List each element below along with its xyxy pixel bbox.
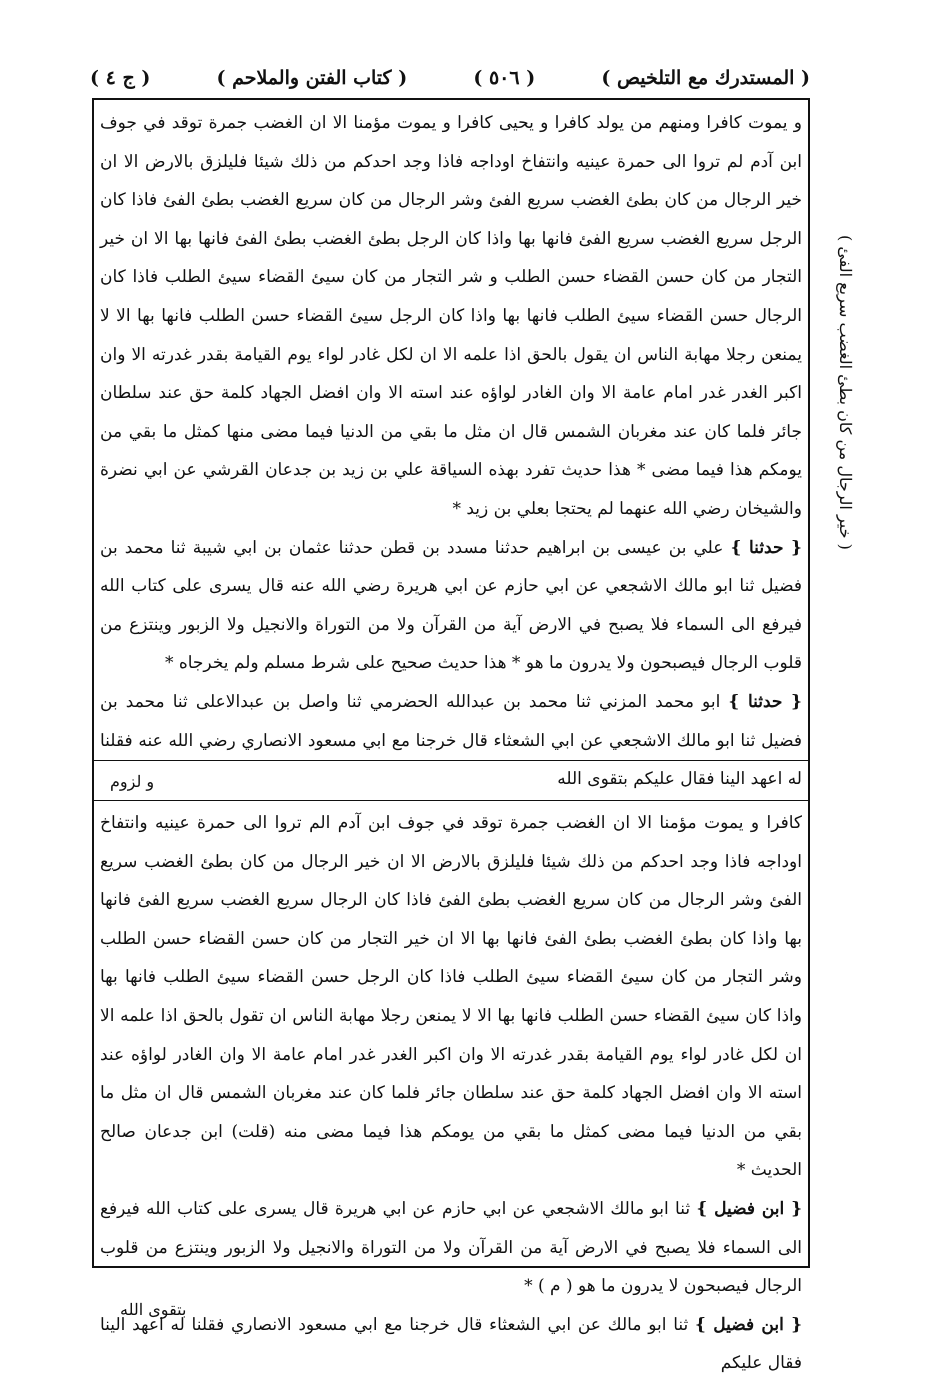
main-paragraph: و يموت كافرا ومنهم من يولد كافرا و يحيى كافرا و يموت مؤمنا الا ان الغضب جمرة توقد في جوف ابن آدم لم تروا الى حمرة عينيه وانتفاخ اوداجه فاذا وجد احدكم من ذلك شيئا فليلزق بالارض الا ان خير الرجال من كان بطئ الغضب سريع الفئ وشر الرجال من كان سريع الغضب بطئ الفئ فاذا كان الرجل سريع الغضب سريع الفئ فانها بها واذا كان الرجل بطئ الغضب بطئ الفئ فانها بها الا ان خير التجار من كان حسن القضاء حسن الطلب و شر التجار من كان سيئ القضاء سيئ الطلب فاذا كان الرجال حسن القضاء سيئ الطلب فانها بها واذا كان الرجل سيئ القضاء حسن الطلب فانها بها الا لا يمنعن رجلا مهابة الناس ان يقول بالحق اذا علمه الا ان لكل غادر لواء يوم القيامة بقدر غدرته الا وان اكبر الغدر غدر امام عامة الا وان الغادر لواؤه عند استه الا وان افضل الجهاد كلمة حق عند سلطان جائر فلما كان عند مغربان الشمس قال ان مثل ما بقي من الدنيا فيما مضى منها كمثل ما بقي من يومكم هذا فيما مضى * هذا حديث تفرد بهذه السياقة علي بن زيد بن جدعان القرشي عن ابي نضرة والشيخان رضي الله عنهما لم يحتجا بعلي بن زيد * [100,113,802,519]
main-paragraph [100,683,802,799]
summary-body: ثنا ابو مالك عن ابي الشعثاء قال خرجنا مع ابي مسعود الانصاري فقلنا له اعهد الينا فقال عليكم [100,1314,802,1374]
summary-paragraph [100,1190,802,1306]
divider [92,800,810,801]
divider [92,760,810,761]
summary-label: { ابن فضيل } [696,1198,803,1219]
hadith-label: { حدثنا } [730,537,802,558]
page-number: ( ٥٠٦ ) [473,67,536,89]
hadith-text: علي بن عيسى بن ابراهيم حدثنا مسدد بن قطن حدثنا عثمان بن ابي شيبة ثنا محمد بن فضيل ثنا ابو مالك الاشجعي عن ابي حازم عن ابي هريرة رضي الله عنه قال يسرى على كتاب الله فيرفع الى السماء فلا يصبح في الارض آية من القرآن ولا من التوراة والانجيل ولا الزبور وينتزع من قلوب الرجال فيصبحون ولا يدرون ما هو * هذا حديث صحيح على شرط مسلم ولم يخرجاه * [100,537,802,674]
volume-number: ( ج ٤ ) [90,67,151,89]
margin-note: ( خير الرجال من كان بطئ الغضب سريع الفئ ) [836,235,855,550]
chapter-title: ( كتاب الفتن والملاحم ) [216,67,408,89]
hadith-label: { حدثنا } [728,691,802,712]
hadith-text: ابو محمد المزني ثنا محمد بن عبدالله الحضرمي ثنا واصل بن عبدالاعلى ثنا محمد بن فضيل ثنا ابو مالك الاشجعي عن ابي الشعثاء قال خرجنا مع ابي مسعود الانصاري رضي الله عنه فقلنا له اعهد الينا فقال عليكم بتقوى الله [100,691,802,790]
page-header [90,58,810,98]
catchword-top: و لزوم [110,772,155,791]
main-paragraph [100,529,802,683]
summary-label: { ابن فضيل } [695,1314,803,1335]
summary-paragraph: كافرا و يموت مؤمنا الا ان الغضب جمرة توقد في جوف ابن آدم الم تروا الى حمرة عينيه وانتفاخ اوداجه فاذا وجد احدكم من ذلك شيئا فليلزق بالارض الا ان خير الرجال من كان بطئ الغضب سريع الفئ وشر الرجال من كان سريع الغضب بطئ الفئ فاذا كان الرجال سريع الغضب سريع الفئ فانها بها واذا كان بطئ الغضب بطئ الفئ فانها بها الا ان خير التجار من كان حسن القضاء حسن الطلب وشر التجار من كان سيئ القضاء سيئ الطلب فاذا كان الرجل حسن القضاء سيئ الطلب فانها بها واذا كان سيئ القضاء حسن الطلب فانها بها الا لا يمنعن رجلا مهابة الناس ان تقول بالحق اذا علمه الا ان لكل غادر لواء يوم القيامة بقدر غدرته الا وان اكبر الغدر غدر امام عامة الا وان الغادر لواؤه عند استه الا وان افضل الجهاد كلمة حق عند سلطان جائر فلما كان عند مغربان الشمس قال ان مثل ما بقي من الدنيا فيما مضى كمثل ما بقي من يومكم هذا فيما مضى منه (قلت) ابن جدعان صالح الحديث * [100,813,803,1181]
summary-body: ثنا ابو مالك الاشجعي عن ابي حازم عن ابي هريرة قال يسرى على كتاب الله فيرفع الى السماء فلا يصبح في الارض آية من القرآن ولا من التوراة والانجيل ولا الزبور وينتزع من قلوب الرجال فيصبحون لا يدرون ما هو ( م ) * [100,1198,802,1297]
summary-paragraph [100,1306,802,1383]
catchword-bottom: بتقوى الله [120,1300,187,1319]
book-title: ( المستدرك مع التلخيص ) [601,67,810,89]
